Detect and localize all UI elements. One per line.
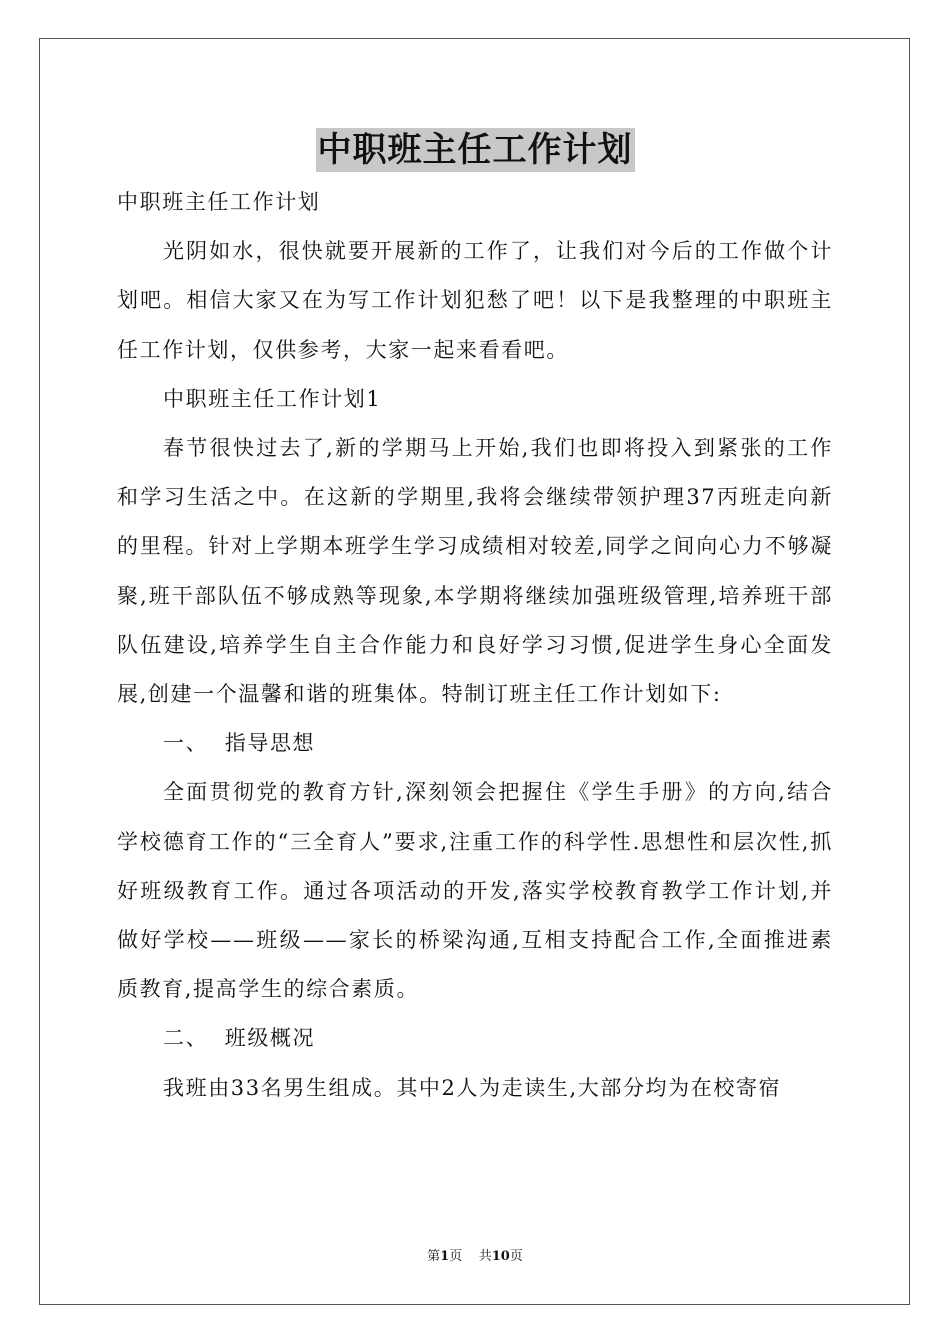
footer-suffix: 页 xyxy=(509,1249,523,1264)
footer-prefix: 第 xyxy=(427,1249,441,1264)
guiding-thought-paragraph: 全面贯彻党的教育方针,深刻领会把握住《学生手册》的方向,结合学校德育工作的“三全育人”要求,注重工作的科学性.思想性和层次性,抓好班级教育工作。通过各项活动的开发,落实学校教育教学工作计划,并做好学校——班级——家长的桥梁沟通,互相支持配合工作,全面推进素质教育,提高学生的综合素质。 xyxy=(117,780,833,1002)
plan-1-paragraph: 春节很快过去了,新的学期马上开始,我们也即将投入到紧张的工作和学习生活之中。在这新的学期里,我将会继续带领护理37丙班走向新的里程。针对上学期本班学生学习成绩相对较差,同学之间向心力不够凝聚,班干部队伍不够成熟等现象,本学期将继续加强班级管理,培养班干部队伍建设,培养学生自主合作能力和良好学习习惯,促进学生身心全面发展,创建一个温馨和谐的班集体。特制订班主任工作计划如下: xyxy=(117,436,833,707)
document-body xyxy=(117,178,833,1113)
title-wrap xyxy=(0,128,950,172)
class-overview-paragraph: 我班由33名男生组成。其中2人为走读生,大部分均为在校寄宿 xyxy=(163,1075,782,1100)
footer-current-page: 1 xyxy=(440,1249,450,1264)
section-heading-class-overview: 二、 班级概况 xyxy=(163,1026,316,1051)
footer-mid: 页 共 xyxy=(449,1249,492,1264)
page-footer xyxy=(0,1245,950,1264)
document-title: 中职班主任工作计划 xyxy=(317,130,633,170)
plan-1-heading: 中职班主任工作计划1 xyxy=(163,386,382,411)
section-heading-guiding-thought: 一、 指导思想 xyxy=(163,731,316,756)
intro-paragraph: 光阴如水，很快就要开展新的工作了，让我们对今后的工作做个计划吧。相信大家又在为写工作计划犯愁了吧！以下是我整理的中职班主任工作计划，仅供参考，大家一起来看看吧。 xyxy=(117,239,833,362)
footer-total-pages: 10 xyxy=(491,1249,510,1264)
document-subtitle: 中职班主任工作计划 xyxy=(117,190,321,214)
